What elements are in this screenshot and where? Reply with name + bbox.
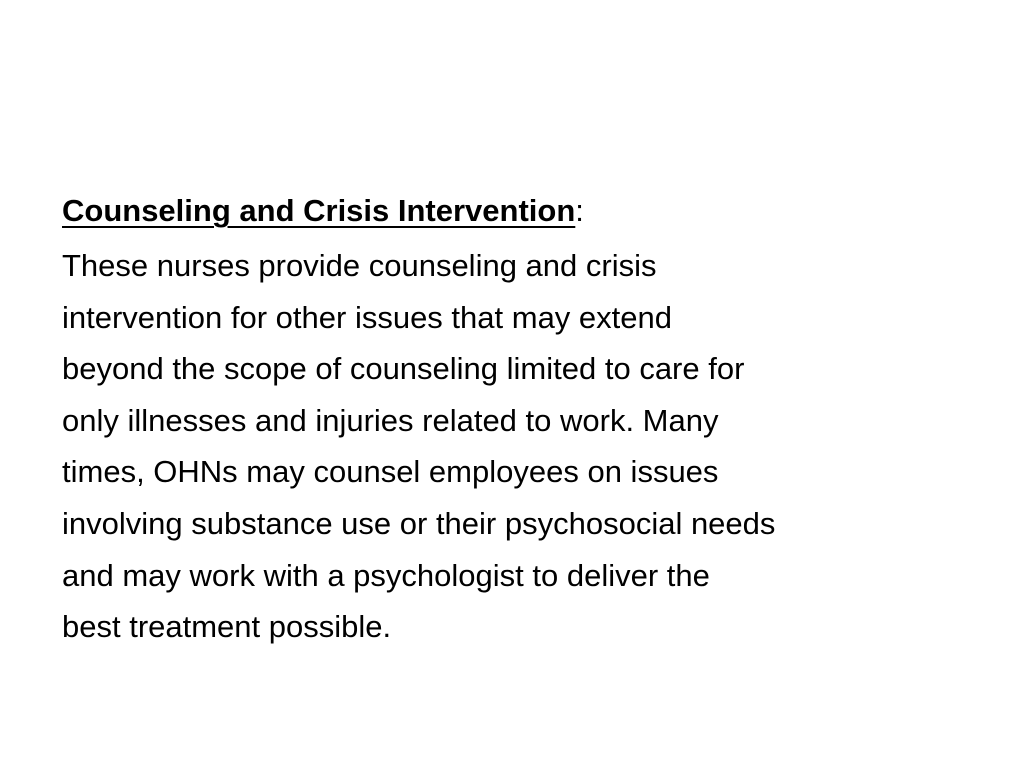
body-line: times, OHNs may counsel employees on issues	[62, 454, 719, 490]
body-line: and may work with a psychologist to deliver the	[62, 557, 710, 593]
body-line: involving substance use or their psychosocial needs	[62, 505, 776, 541]
body-line: only illnesses and injuries related to work. Many	[62, 402, 719, 438]
body-line: intervention for other issues that may extend	[62, 299, 672, 335]
body-line: best treatment possible.	[62, 609, 392, 645]
heading-line	[62, 189, 962, 233]
body-paragraph	[62, 240, 962, 653]
body-line: beyond the scope of counseling limited to care for	[62, 351, 745, 387]
body-line: These nurses provide counseling and crisis	[62, 248, 657, 283]
slide-content	[62, 189, 962, 653]
heading-colon: :	[575, 193, 584, 228]
slide-heading: Counseling and Crisis Intervention	[62, 193, 576, 228]
